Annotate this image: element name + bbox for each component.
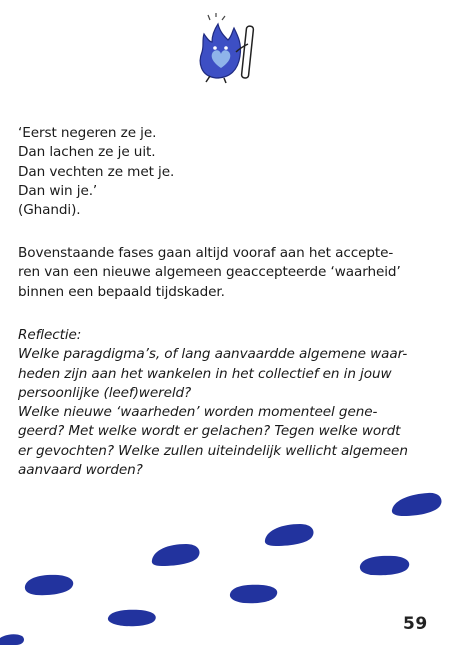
reflection-line: er gevochten? Welke zullen uiteindelijk wellicht algemeen [18, 442, 408, 459]
footprint-icon [360, 556, 409, 575]
footprint-icon [152, 544, 200, 566]
reflection-line: Welke paragdigma’s, of lang aanvaardde algemene waar- [18, 346, 408, 363]
reflection-line: Welke nieuwe ‘waarheden’ worden momenteel gene- [18, 404, 378, 421]
footprint-icon [0, 634, 24, 645]
reflection-line: heden zijn aan het wankelen in het collectief en in jouw [18, 365, 392, 382]
footprint-icon [230, 585, 277, 603]
quote-line: ‘Eerst negeren ze je. [18, 125, 157, 141]
footprint-icon [25, 575, 73, 595]
reflection-line: geerd? Met welke wordt er gelachen? Tegen welke wordt [18, 423, 401, 440]
quote-line: Dan vechten ze met je. [18, 163, 175, 180]
reflection-line: aanvaard worden? [18, 462, 143, 479]
quote-line: Dan win je.’ [18, 182, 98, 199]
reflection-heading: Reflectie: [18, 327, 82, 343]
reflection-block [18, 326, 432, 480]
quote-block [18, 124, 432, 220]
quote-line: Dan lachen ze je uit. [18, 144, 156, 161]
footprints-decoration [0, 480, 449, 645]
paragraph-line: Bovenstaande fases gaan altijd vooraf aan het accepte- [18, 245, 394, 261]
flame-character-icon [188, 12, 264, 84]
footprint-icon [265, 524, 314, 546]
footprint-icon [108, 610, 156, 626]
body-paragraph [18, 244, 432, 302]
paragraph-line: ren van een nieuwe algemeen geaccepteerde ‘waarheid’ [18, 264, 401, 281]
footprint-icon [392, 493, 442, 516]
page-number: 59 [403, 614, 428, 634]
reflection-line: persoonlijke (leef)wereld? [18, 384, 192, 401]
quote-attribution: (Ghandi). [18, 202, 81, 219]
paragraph-line: binnen een bepaald tijdskader. [18, 283, 225, 300]
